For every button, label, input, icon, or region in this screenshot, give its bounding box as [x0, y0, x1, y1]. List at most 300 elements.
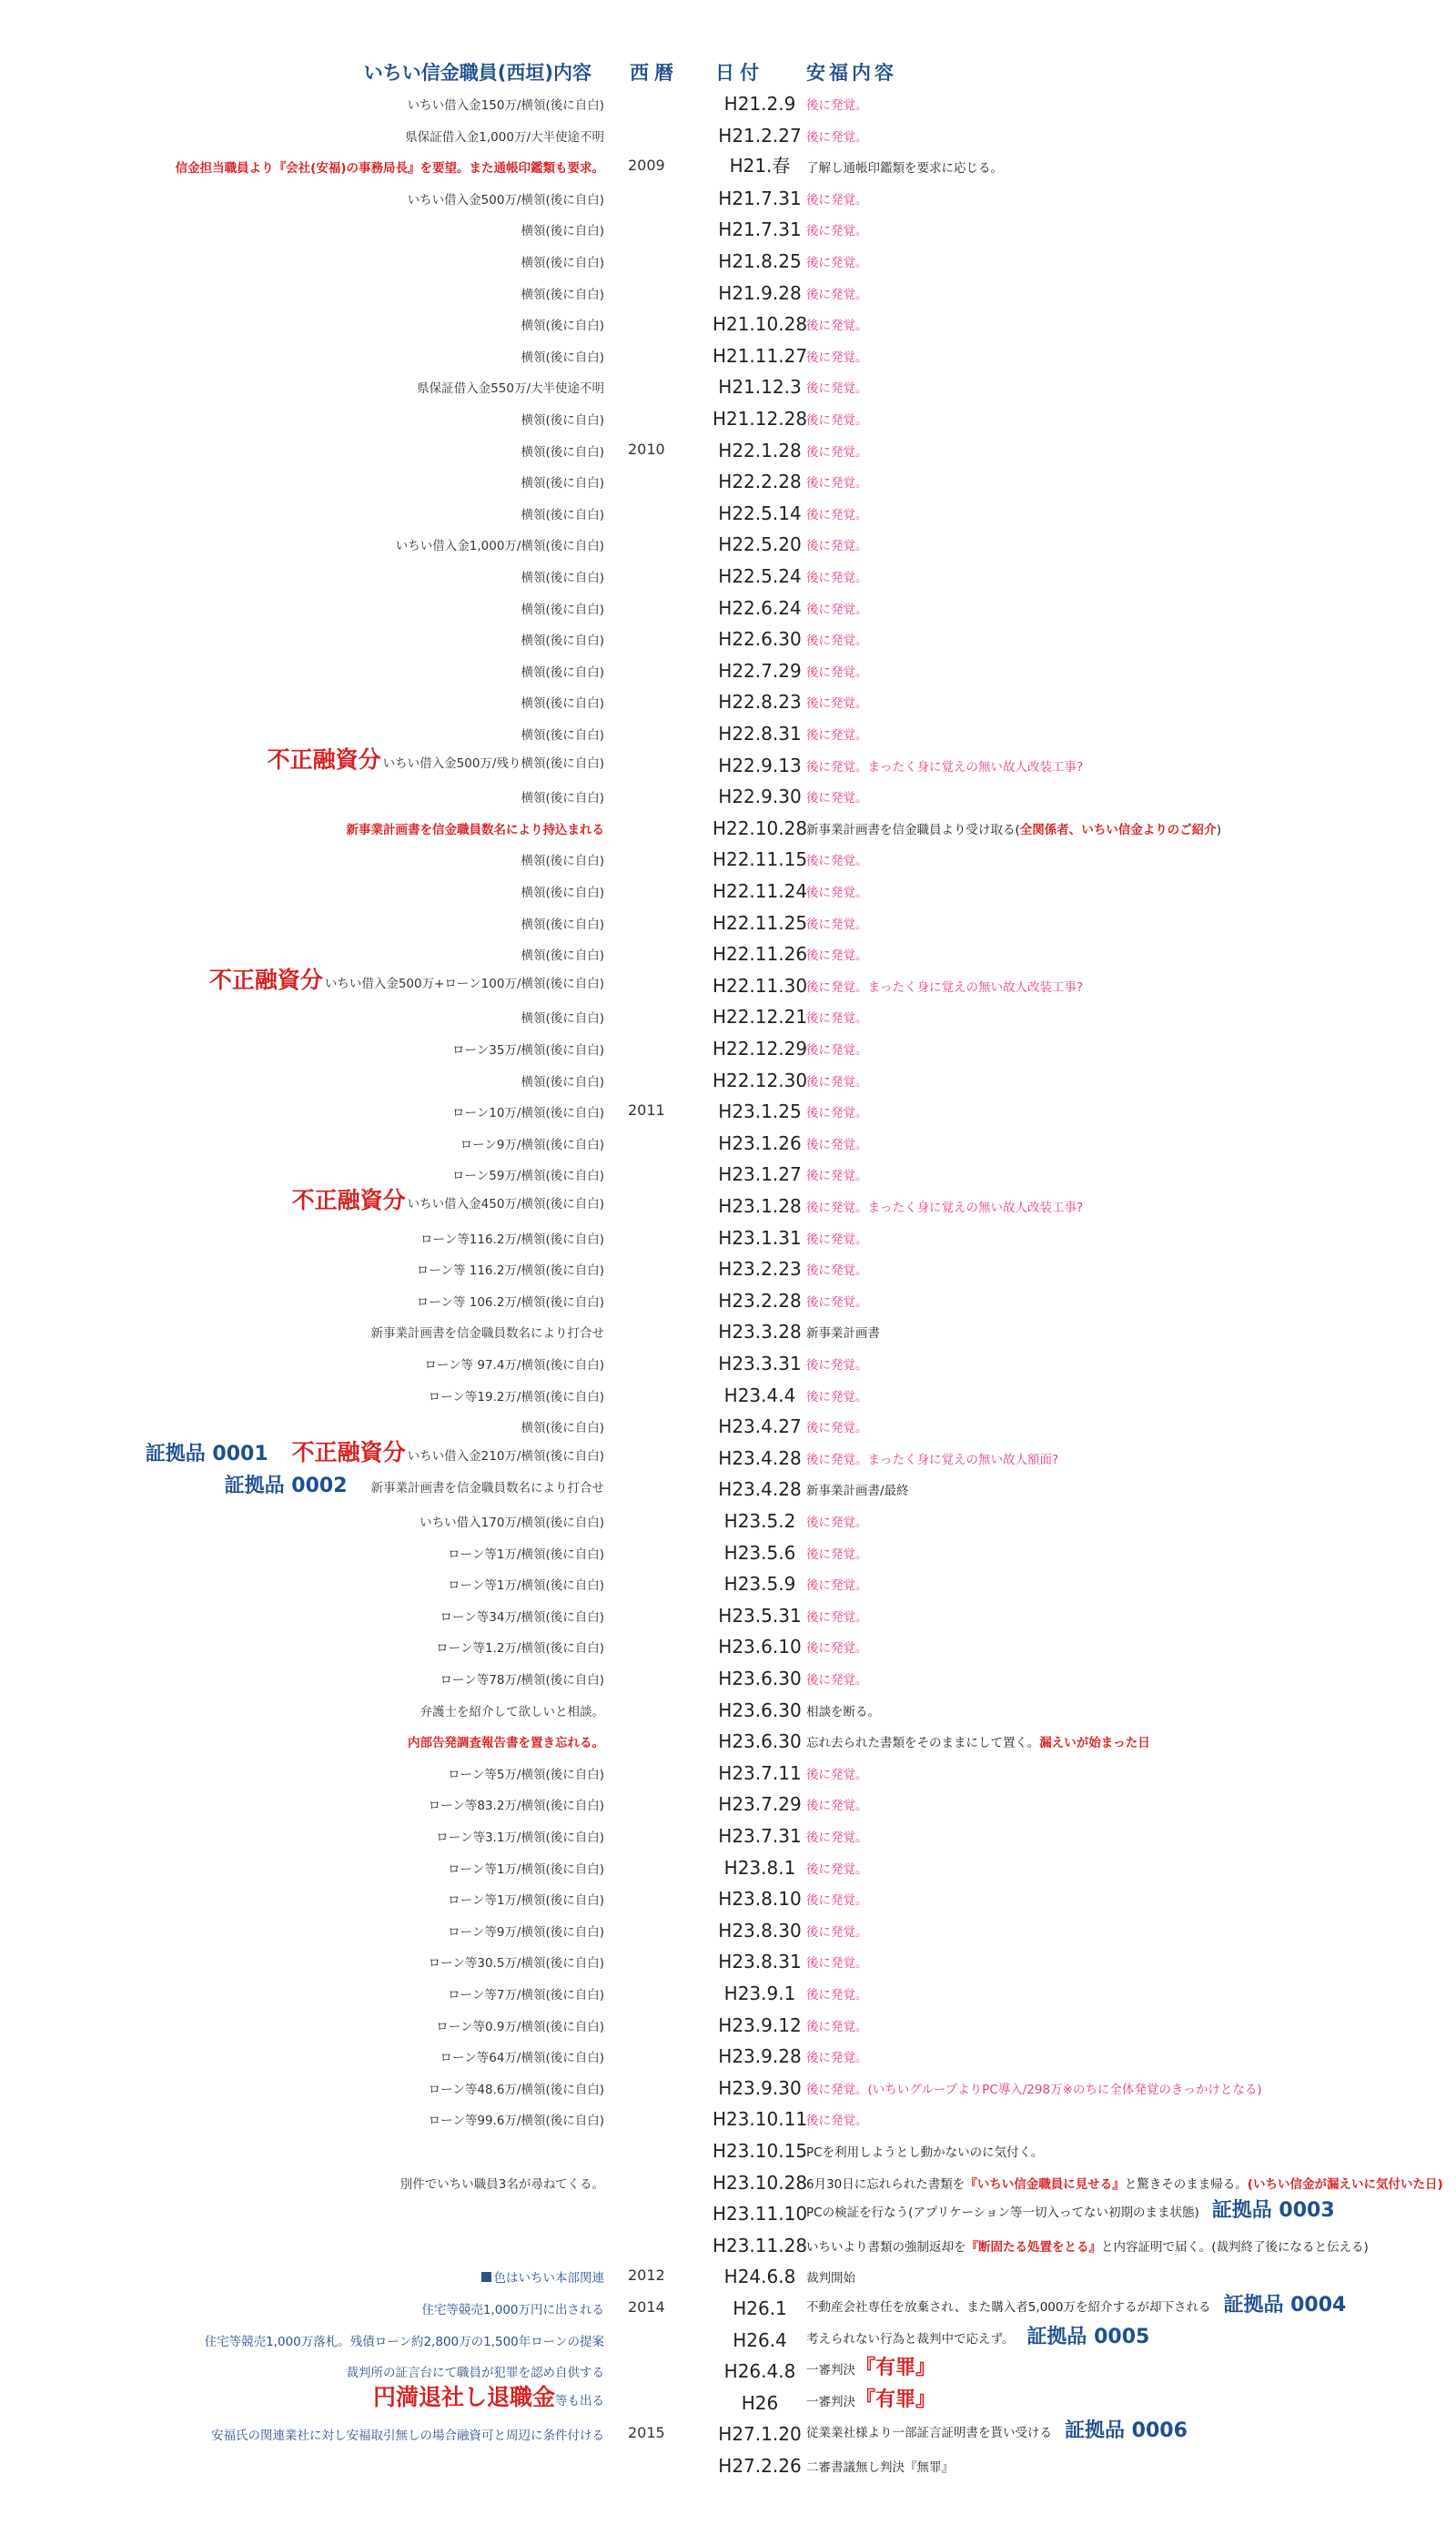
- row-date: H21.11.27: [712, 344, 808, 367]
- row-right-text: 後に発覚。: [806, 948, 868, 964]
- row-left-text: 横領(後に自白): [521, 917, 604, 932]
- row-left: [521, 504, 604, 522]
- row-right: [806, 2415, 1188, 2443]
- row-right-text: 裁判開始: [806, 2271, 855, 2287]
- row-left: [521, 567, 604, 585]
- row-left: [521, 472, 604, 491]
- row-date: H23.11.28: [712, 2234, 808, 2256]
- row-left: [448, 1764, 604, 1782]
- row-left-text: ローン等0.9万/横領(後に自白): [436, 2019, 604, 2034]
- row-right: [806, 1859, 868, 1877]
- row-date: H23.6.30: [718, 1699, 802, 1721]
- row-date: H22.12.30: [712, 1069, 808, 1091]
- row-date: H23.1.27: [718, 1163, 802, 1186]
- row-right-text: 後に発覚。: [806, 444, 868, 460]
- timeline-row: [0, 152, 1456, 179]
- timeline-row: [0, 341, 1456, 369]
- timeline-row: [0, 1223, 1456, 1251]
- row-left-text: ローン等78万/横領(後に自白): [440, 1673, 604, 1688]
- row-right: [806, 630, 868, 648]
- row-date: H23.5.9: [723, 1573, 796, 1596]
- row-date: H26.4: [733, 2328, 787, 2351]
- row-right: [806, 1544, 868, 1562]
- row-right-text: 後に発覚。: [806, 256, 868, 270]
- row-right: [806, 2457, 954, 2475]
- row-right: [806, 945, 868, 963]
- row-year: 2015: [628, 2424, 665, 2442]
- header-year: 西暦: [630, 62, 679, 84]
- row-left: [371, 1323, 605, 1341]
- row-right-text: 忘れ去られた書類をそのままにして置く。: [806, 1736, 1040, 1751]
- row-date: H23.5.31: [718, 1604, 802, 1627]
- row-left: [521, 882, 604, 900]
- row-right-text: 後に発覚。: [806, 539, 868, 554]
- row-left-text: 横領(後に自白): [521, 696, 604, 712]
- row-right-text: 後に発覚。: [806, 98, 868, 113]
- row-left-text: ローン等34万/横領(後に自白): [440, 1609, 604, 1625]
- row-left: [521, 347, 604, 365]
- timeline-row: [0, 1947, 1456, 1974]
- row-left-text: 横領(後に自白): [521, 571, 604, 585]
- row-right-text: 後に発覚。: [806, 1956, 868, 1972]
- row-right: [806, 1607, 868, 1625]
- row-right-text: 後に発覚。: [806, 1799, 868, 1814]
- row-left: [424, 1354, 604, 1373]
- timeline-row: [0, 372, 1456, 400]
- row-left: [521, 284, 604, 302]
- timeline-row: [0, 2262, 1456, 2289]
- timeline-row: [0, 247, 1456, 274]
- row-right: [806, 2142, 1043, 2160]
- row-left-text: 横領(後に自白): [521, 602, 604, 617]
- header-right: 安福内容: [806, 62, 897, 84]
- timeline-row: [0, 436, 1456, 463]
- row-left-text: ローン9万/横領(後に自白): [460, 1137, 604, 1152]
- row-right-text: いちいより書類の強制返却を: [806, 2239, 966, 2255]
- row-left-text: 横領(後に自白): [521, 1011, 604, 1027]
- row-right: [806, 2195, 1335, 2223]
- row-right: [806, 1323, 880, 1341]
- row-left-text: ローン等 106.2万/横領(後に自白): [416, 1294, 604, 1310]
- timeline-row: [0, 2419, 1456, 2447]
- row-date: H23.4.27: [718, 1415, 802, 1438]
- row-date: H24.6.8: [723, 2266, 796, 2288]
- row-left-text: 横領(後に自白): [521, 791, 604, 806]
- row-left-text: ローン等1万/横領(後に自白): [448, 1578, 604, 1594]
- row-left-text: 色はいちい本部関連: [493, 2271, 604, 2287]
- row-left: [521, 315, 604, 333]
- row-left: [429, 1386, 604, 1404]
- row-left: [436, 1827, 604, 1845]
- row-date: H23.7.11: [718, 1761, 802, 1784]
- row-left-text: 横領(後に自白): [521, 413, 604, 428]
- row-right-text: 後に発覚。: [806, 1011, 868, 1027]
- timeline-row: [0, 1884, 1456, 1911]
- row-date: H21.春: [729, 155, 791, 177]
- row-right-text: 後に発覚。: [806, 602, 868, 617]
- row-left: [481, 2267, 605, 2286]
- row-date: H23.5.2: [723, 1510, 796, 1532]
- row-right: [806, 1165, 868, 1183]
- row-left-text: ローン等99.6万/横領(後に自白): [428, 2114, 604, 2129]
- row-right: [806, 410, 868, 428]
- verdict-label: 『有罪』: [855, 2357, 936, 2380]
- timeline-row: [0, 1034, 1456, 1061]
- row-left-text: 住宅等競売1,000万落札。残債ローン約2,800万の1,500年ローンの提案: [204, 2334, 604, 2349]
- row-left-text: 横領(後に自白): [521, 476, 604, 492]
- row-right-text: 後に発覚。: [806, 1893, 868, 1909]
- row-right-text: 後に発覚。: [806, 696, 868, 712]
- row-right-text: 後に発覚。: [806, 1641, 868, 1657]
- row-left: [429, 2079, 604, 2097]
- row-left: [521, 1417, 604, 1435]
- row-left: [448, 1890, 604, 1908]
- row-date: H22.6.30: [718, 628, 802, 651]
- row-right: [806, 1386, 868, 1404]
- row-right-text: 後に発覚。まったく身に覚えの無い故人額面?: [806, 1452, 1059, 1467]
- row-year: 2011: [628, 1101, 665, 1120]
- row-year: 2010: [628, 440, 665, 458]
- row-right-text: 後に発覚。まったく身に覚えの無い故人改装工事?: [806, 979, 1084, 995]
- row-right-text: PCの検証を行なう(アプリケーション等一切入ってない初期のまま状態): [806, 2206, 1199, 2221]
- timeline-row: [0, 1759, 1456, 1786]
- row-left-text: 横領(後に自白): [521, 350, 604, 365]
- row-right-text: 後に発覚。: [806, 1609, 868, 1625]
- row-right: [806, 725, 868, 743]
- row-right-text: 後に発覚。: [806, 917, 868, 932]
- row-right: [806, 1480, 909, 1498]
- timeline-row: [0, 1438, 1456, 1471]
- row-right: [806, 315, 868, 333]
- row-right: [806, 127, 868, 145]
- row-left: [373, 2379, 604, 2412]
- timeline-row: [0, 499, 1456, 526]
- timeline-row: [0, 1696, 1456, 1723]
- row-right-text: 新事業計画書/最終: [806, 1484, 909, 1499]
- row-left: [521, 1008, 604, 1026]
- row-left-text: 新事業計画書を信金職員数名により持込まれる: [346, 822, 604, 837]
- row-left-text: ローン等5万/横領(後に自白): [448, 1767, 604, 1782]
- row-right-text: 後に発覚。: [806, 1421, 868, 1436]
- row-right-after: と驚きそのまま帰る。: [1124, 2176, 1248, 2192]
- timeline-row: [0, 1160, 1456, 1187]
- row-left-text: 新事業計画書を信金職員数名により打合せ: [370, 1326, 604, 1342]
- row-left: [429, 2110, 604, 2128]
- row-left: [452, 1165, 604, 1183]
- row-left-text: ローン等 116.2万/横領(後に自白): [416, 1263, 604, 1279]
- row-left-text: 横領(後に自白): [521, 444, 604, 460]
- timeline-row: [0, 2104, 1456, 2132]
- row-left-text: ローン等30.5万/横領(後に自白): [428, 1956, 604, 1972]
- row-year: 2012: [628, 2266, 665, 2285]
- row-right-text: 後に発覚。: [806, 664, 868, 680]
- row-right: [806, 1764, 868, 1782]
- timeline-row: [0, 814, 1456, 841]
- timeline-row: [0, 1916, 1456, 1943]
- row-right: [806, 347, 868, 365]
- row-right: [806, 95, 868, 113]
- row-left: [420, 1229, 604, 1247]
- fraud-badge: 不正融資分: [267, 745, 381, 773]
- row-left: [521, 441, 604, 460]
- row-left-text: ローン等64万/横領(後に自白): [440, 2051, 604, 2066]
- row-right-text: 後に発覚。: [806, 1263, 868, 1279]
- row-date: H22.11.24: [712, 880, 808, 902]
- row-right-text: 一審判決: [806, 2363, 855, 2378]
- timeline-row: [0, 2136, 1456, 2164]
- row-left-text: ローン59万/横領(後に自白): [452, 1169, 604, 1184]
- evidence-label: 証拠品 0003: [1211, 2199, 1335, 2223]
- timeline-row: [0, 562, 1456, 589]
- row-date: H23.4.4: [723, 1384, 796, 1406]
- row-right: [806, 2079, 1262, 2097]
- row-right-text: 後に発覚。: [806, 381, 868, 397]
- row-right: [806, 220, 868, 238]
- row-right-after: と内容証明で届く。(裁判終了後になると伝える): [1101, 2239, 1369, 2255]
- row-left: [268, 742, 604, 775]
- row-right-text: 後に発覚。: [806, 1830, 868, 1845]
- timeline-row: [0, 530, 1456, 557]
- row-left: [521, 945, 604, 963]
- row-left-text: 横領(後に自白): [521, 224, 604, 239]
- row-right-text: 後に発覚。: [806, 1106, 868, 1121]
- row-left: [521, 914, 604, 932]
- row-left-text: いちい借入170万/横領(後に自白): [420, 1516, 604, 1530]
- timeline-row: [0, 2383, 1456, 2416]
- row-left: [347, 819, 605, 837]
- row-right: [806, 1039, 868, 1058]
- row-left-text: 横領(後に自白): [521, 287, 604, 302]
- row-right-text: 後に発覚。: [806, 1358, 868, 1373]
- row-left-text: ローン等 97.4万/横領(後に自白): [424, 1358, 604, 1373]
- row-right-text: 新事業計画書: [806, 1326, 880, 1342]
- timeline-row: [0, 1066, 1456, 1093]
- row-right: [806, 1292, 868, 1310]
- row-date: H23.11.10: [712, 2203, 808, 2226]
- row-left-text: 横領(後に自白): [521, 256, 604, 270]
- row-date: H22.11.25: [712, 911, 808, 934]
- row-left: [448, 1922, 604, 1940]
- row-right-text: 後に発覚。: [806, 1294, 868, 1310]
- row-left-text: 横領(後に自白): [521, 319, 604, 334]
- timeline-row: [0, 404, 1456, 431]
- timeline-row: [0, 2011, 1456, 2038]
- timeline-row: [0, 1790, 1456, 1817]
- row-date: H23.3.31: [718, 1353, 802, 1374]
- row-left-text: ローン等48.6万/横領(後に自白): [428, 2082, 604, 2097]
- timeline-row: [0, 1727, 1456, 1754]
- row-right-text: 相談を断る。: [806, 1704, 880, 1719]
- row-right-text: 了解し通帳印鑑類を要求に応じる。: [806, 161, 1003, 177]
- evidence-label: 証拠品 0005: [1026, 2325, 1150, 2348]
- row-right-text: 後に発覚。: [806, 1516, 868, 1530]
- row-right: [806, 693, 868, 711]
- row-left: [521, 599, 604, 617]
- row-date: H23.2.28: [718, 1289, 802, 1312]
- timeline-row: [0, 279, 1456, 306]
- row-right-text: 後に発覚。まったく身に覚えの無い故人改装工事?: [806, 759, 1084, 775]
- row-right: [806, 1638, 868, 1656]
- row-left-text: 安福氏の関連業社に対し安福取引無しの場合融資可と周辺に条件付ける: [211, 2429, 604, 2444]
- legend-square-icon: [481, 2272, 491, 2282]
- fraud-badge: 不正融資分: [291, 1187, 406, 1213]
- row-right: [806, 2110, 868, 2128]
- timeline-row: [0, 845, 1456, 872]
- row-left: [209, 962, 604, 995]
- row-date: H23.1.31: [718, 1226, 802, 1249]
- row-left-text: いちい借入金150万/横領(後に自白): [407, 98, 604, 113]
- row-left-text: 横領(後に自白): [521, 886, 604, 900]
- row-date: H23.1.28: [718, 1195, 802, 1217]
- row-left-text: ローン等83.2万/横領(後に自白): [428, 1799, 604, 1814]
- row-left-text: ローン等19.2万/横領(後に自白): [428, 1389, 604, 1404]
- row-left: [448, 1859, 604, 1877]
- row-right-text: 不動産会社専任を放棄され、また購入者5,000万を紹介するが却下される: [806, 2300, 1211, 2315]
- row-date: H22.9.13: [718, 754, 802, 776]
- timeline-row: [0, 2231, 1456, 2258]
- timeline-row: [0, 1632, 1456, 1659]
- row-left: [521, 725, 604, 743]
- row-left: [176, 157, 604, 176]
- row-right-text: 後に発覚。: [806, 634, 868, 649]
- row-date: H23.7.31: [718, 1825, 802, 1847]
- row-date: H22.7.29: [718, 659, 802, 682]
- row-left: [440, 2047, 605, 2065]
- row-right-text: 二審書議無し判決『無罪』: [806, 2460, 954, 2475]
- row-right-text: 後に発覚。: [806, 319, 868, 334]
- row-left: [396, 535, 604, 553]
- row-right: [806, 1732, 1150, 1750]
- row-right: [806, 252, 868, 270]
- row-left-text: ローン10万/横領(後に自白): [452, 1106, 604, 1121]
- row-date: H23.3.28: [718, 1321, 802, 1344]
- timeline-row: [0, 215, 1456, 242]
- row-left: [146, 1435, 604, 1467]
- row-right-text: 後に発覚。: [806, 350, 868, 365]
- row-right-text: 後に発覚。: [806, 1389, 868, 1404]
- row-left: [420, 1701, 605, 1719]
- evidence-label: 証拠品 0001: [145, 1442, 268, 1465]
- row-left-text: 横領(後に自白): [521, 1421, 604, 1436]
- row-date: H22.5.24: [718, 565, 802, 587]
- row-right-text: 新事業計画書を信金職員より受け取る(: [806, 822, 1020, 837]
- row-left-text: 弁護士を紹介して欲しいと相談。: [420, 1704, 604, 1719]
- row-right: [806, 662, 868, 680]
- row-left: [417, 1292, 604, 1310]
- row-right: [806, 1512, 868, 1530]
- row-right: [806, 2352, 935, 2380]
- fraud-badge: 不正融資分: [291, 1438, 406, 1465]
- row-date: H23.8.10: [718, 1888, 802, 1911]
- header-date: 日付: [715, 62, 764, 84]
- row-right-text: 後に発覚。: [806, 1988, 868, 2003]
- row-right: [806, 2289, 1346, 2317]
- timeline-row: [0, 1097, 1456, 1124]
- timeline-row: [0, 1853, 1456, 1881]
- row-left-text: 横領(後に自白): [521, 948, 604, 964]
- timeline-row: [0, 2357, 1456, 2384]
- row-right-text: 後に発覚。: [806, 854, 868, 869]
- timeline-row: [0, 1129, 1456, 1156]
- row-right: [806, 535, 868, 553]
- row-left-text: 横領(後に自白): [521, 664, 604, 680]
- timeline-row: [0, 184, 1456, 211]
- row-right-text: 後に発覚。(いちいグループよりPC導入/298万※のちに全体発覚のきっかけとなる): [806, 2082, 1262, 2097]
- row-right: [806, 882, 868, 900]
- row-right-text: 後に発覚。: [806, 1546, 868, 1562]
- row-date: H22.11.15: [712, 848, 808, 871]
- row-left: [292, 1182, 604, 1215]
- row-left-text: 別件でいちい職員3名が尋ねてくる。: [399, 2176, 604, 2192]
- row-date: H22.12.29: [712, 1038, 808, 1060]
- row-left: [460, 1134, 604, 1152]
- row-right-text: 後に発覚。: [806, 1074, 868, 1090]
- row-right: [806, 441, 868, 460]
- evidence-label: 証拠品 0002: [224, 1475, 348, 1498]
- row-right: [806, 1260, 868, 1278]
- row-left: [521, 787, 604, 806]
- timeline-row: [0, 2326, 1456, 2353]
- row-left-text: ローン等3.1万/横領(後に自白): [436, 1830, 604, 1845]
- row-right-emphasis: 『いちい信金職員に見せる』: [965, 2176, 1125, 2192]
- row-left: [521, 850, 604, 868]
- row-left: [521, 252, 604, 270]
- row-left-text: ローン等9万/横領(後に自白): [448, 1924, 604, 1940]
- row-date: H21.2.27: [718, 124, 802, 147]
- row-right-text: 後に発覚。: [806, 1861, 868, 1877]
- timeline-row: [0, 2294, 1456, 2321]
- timeline-row: [0, 2451, 1456, 2479]
- row-right: [806, 1134, 868, 1152]
- row-right: [806, 567, 868, 585]
- row-left-text: いちい借入金500万/横領(後に自白): [407, 192, 604, 208]
- row-left-text: ローン等116.2万/横領(後に自白): [420, 1232, 604, 1247]
- row-right: [806, 1008, 868, 1026]
- row-date: H22.2.28: [718, 471, 802, 493]
- row-right: [806, 787, 868, 806]
- row-date: H23.4.28: [718, 1478, 802, 1501]
- row-left: [521, 410, 604, 428]
- row-left: [211, 2425, 604, 2443]
- row-date: H22.1.28: [718, 439, 802, 461]
- row-left-text: 裁判所の証言台にて職員が犯罪を認め自供する: [346, 2366, 604, 2381]
- timeline-row: [0, 719, 1456, 746]
- row-right: [806, 1197, 1083, 1215]
- row-right-text: PCを利用しようとし動かないのに気付く。: [806, 2145, 1044, 2160]
- row-date: H22.10.28: [712, 816, 808, 839]
- row-left-text: ローン等1万/横領(後に自白): [448, 1546, 604, 1562]
- timeline-row: [0, 1381, 1456, 1408]
- timeline-row: [0, 1187, 1456, 1219]
- timeline-row: [0, 687, 1456, 715]
- row-date: H23.8.30: [718, 1919, 802, 1942]
- row-right-text: 後に発覚。: [806, 287, 868, 302]
- row-date: H27.1.20: [718, 2423, 802, 2446]
- row-date: H26.4.8: [723, 2360, 796, 2383]
- timeline-row: [0, 1979, 1456, 2006]
- row-date: H23.8.31: [718, 1951, 802, 1973]
- timeline-row: [0, 2199, 1456, 2226]
- row-left-text: ローン等1万/横領(後に自白): [448, 1861, 604, 1877]
- timeline-row: [0, 908, 1456, 936]
- row-right-text: 6月30日に忘れられた書類を: [806, 2176, 966, 2192]
- row-date: H22.5.14: [718, 502, 802, 524]
- timeline-row: [0, 1002, 1456, 1029]
- row-left-text: 住宅等競売1,000万円に出される: [421, 2303, 604, 2317]
- row-right-emphasis: 『断固たる処置をとる』: [966, 2239, 1101, 2255]
- row-right: [806, 599, 868, 617]
- row-date: H23.9.12: [718, 2013, 802, 2036]
